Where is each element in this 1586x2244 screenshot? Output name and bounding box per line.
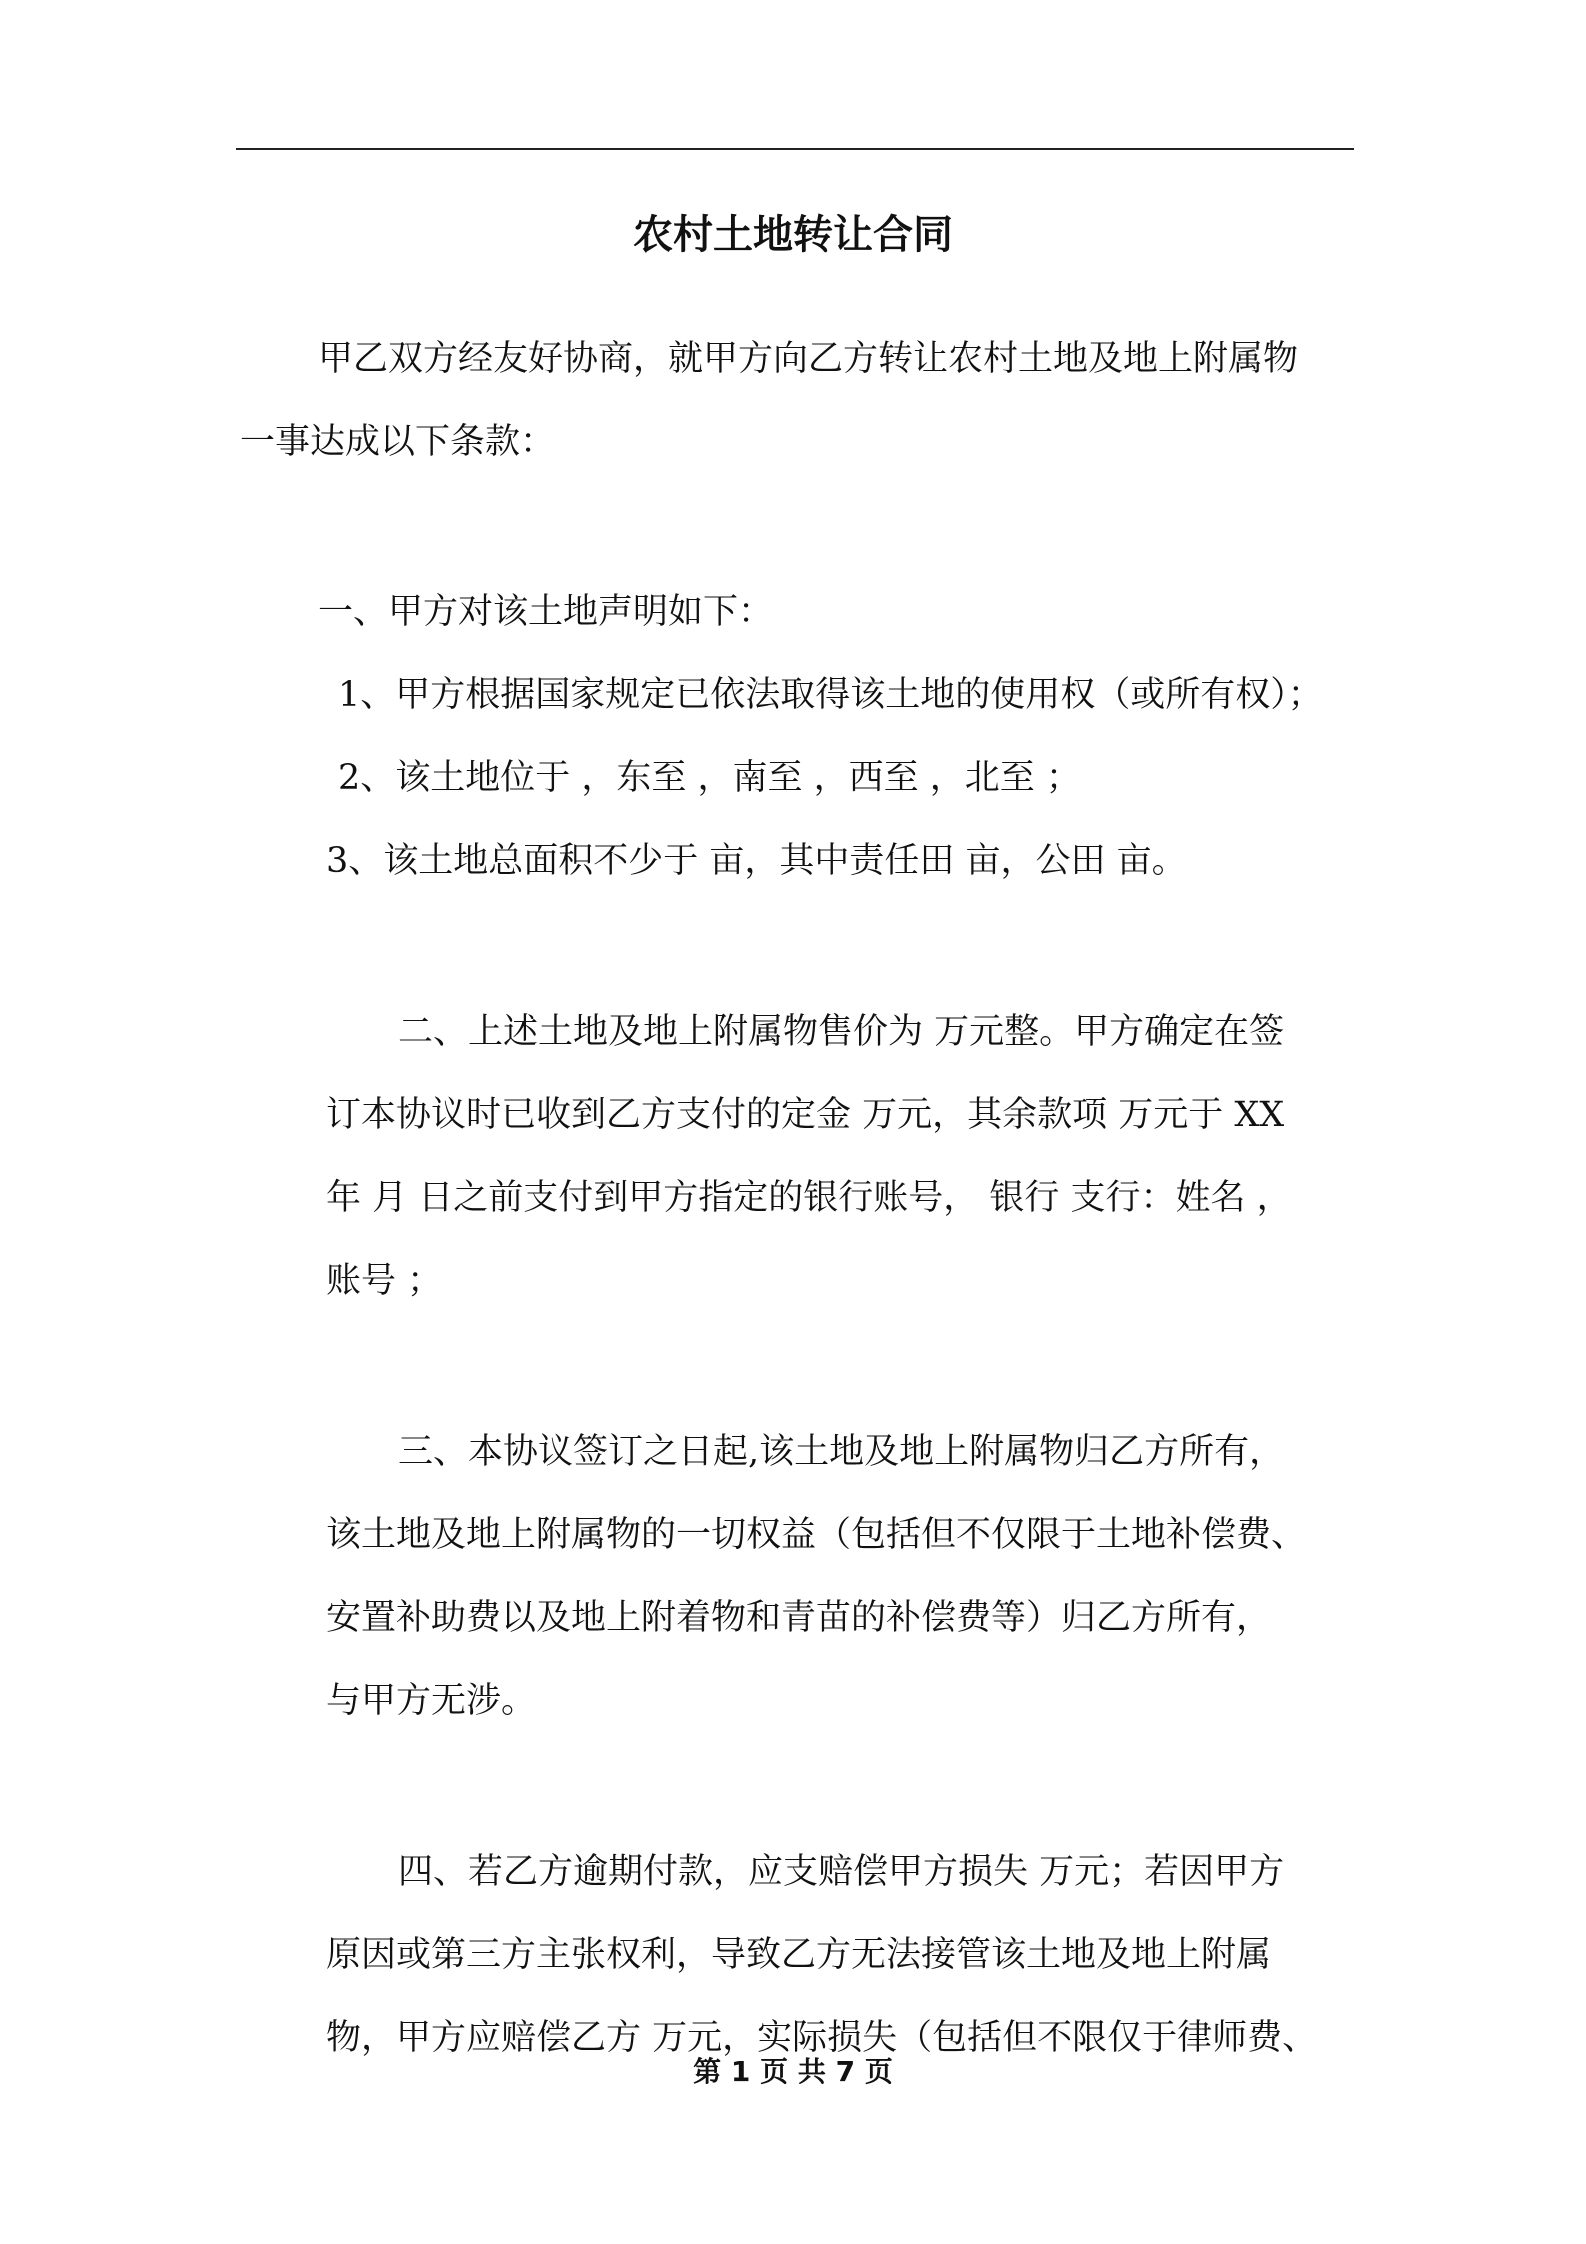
- section-3-line-2: 该土地及地上附属物的一切权益（包括但不仅限于土地补偿费、: [326, 1515, 1307, 1555]
- document-title: 农村土地转让合同: [633, 211, 953, 258]
- intro-line-2: 一事达成以下条款：: [240, 422, 556, 462]
- section-4-line-3: 物，甲方应赔偿乙方 万元，实际损失（包括但不限仅于律师费、: [326, 2018, 1318, 2058]
- section-2-line-1: 二、上述土地及地上附属物售价为 万元整。甲方确定在签: [398, 1012, 1285, 1052]
- section-1-item-1: 1、甲方根据国家规定已依法取得该土地的使用权（或所有权）；: [338, 675, 1323, 715]
- section-3-line-1: 三、本协议签订之日起,该土地及地上附属物归乙方所有，: [398, 1432, 1285, 1472]
- header-rule: [236, 148, 1354, 150]
- section-1-heading: 一、甲方对该土地声明如下：: [318, 592, 774, 632]
- section-3-line-4: 与甲方无涉。: [326, 1681, 537, 1721]
- intro-line-1: 甲乙双方经友好协商，就甲方向乙方转让农村土地及地上附属物: [318, 339, 1299, 379]
- section-2-line-2: 订本协议时已收到乙方支付的定金 万元，其余款项 万元于 XX: [326, 1095, 1285, 1135]
- section-1-item-2: 2、该土地位于 ，东至 ，南至 ，西至 ，北至 ；: [338, 758, 1081, 798]
- section-1-item-3: 3、该土地总面积不少于 亩，其中责任田 亩，公田 亩。: [326, 841, 1187, 881]
- section-3-line-3: 安置补助费以及地上附着物和青苗的补偿费等）归乙方所有，: [326, 1598, 1272, 1638]
- section-2-line-3: 年 月 日之前支付到甲方指定的银行账号， 银行 支行：姓名 ，: [326, 1178, 1292, 1218]
- section-2-line-4: 账号 ；: [326, 1261, 443, 1301]
- page-number-footer: 第 1 页 共 7 页: [693, 2055, 893, 2088]
- section-4-line-2: 原因或第三方主张权利，导致乙方无法接管该土地及地上附属: [326, 1935, 1272, 1975]
- section-4-line-1: 四、若乙方逾期付款，应支赔偿甲方损失 万元；若因甲方: [398, 1852, 1285, 1892]
